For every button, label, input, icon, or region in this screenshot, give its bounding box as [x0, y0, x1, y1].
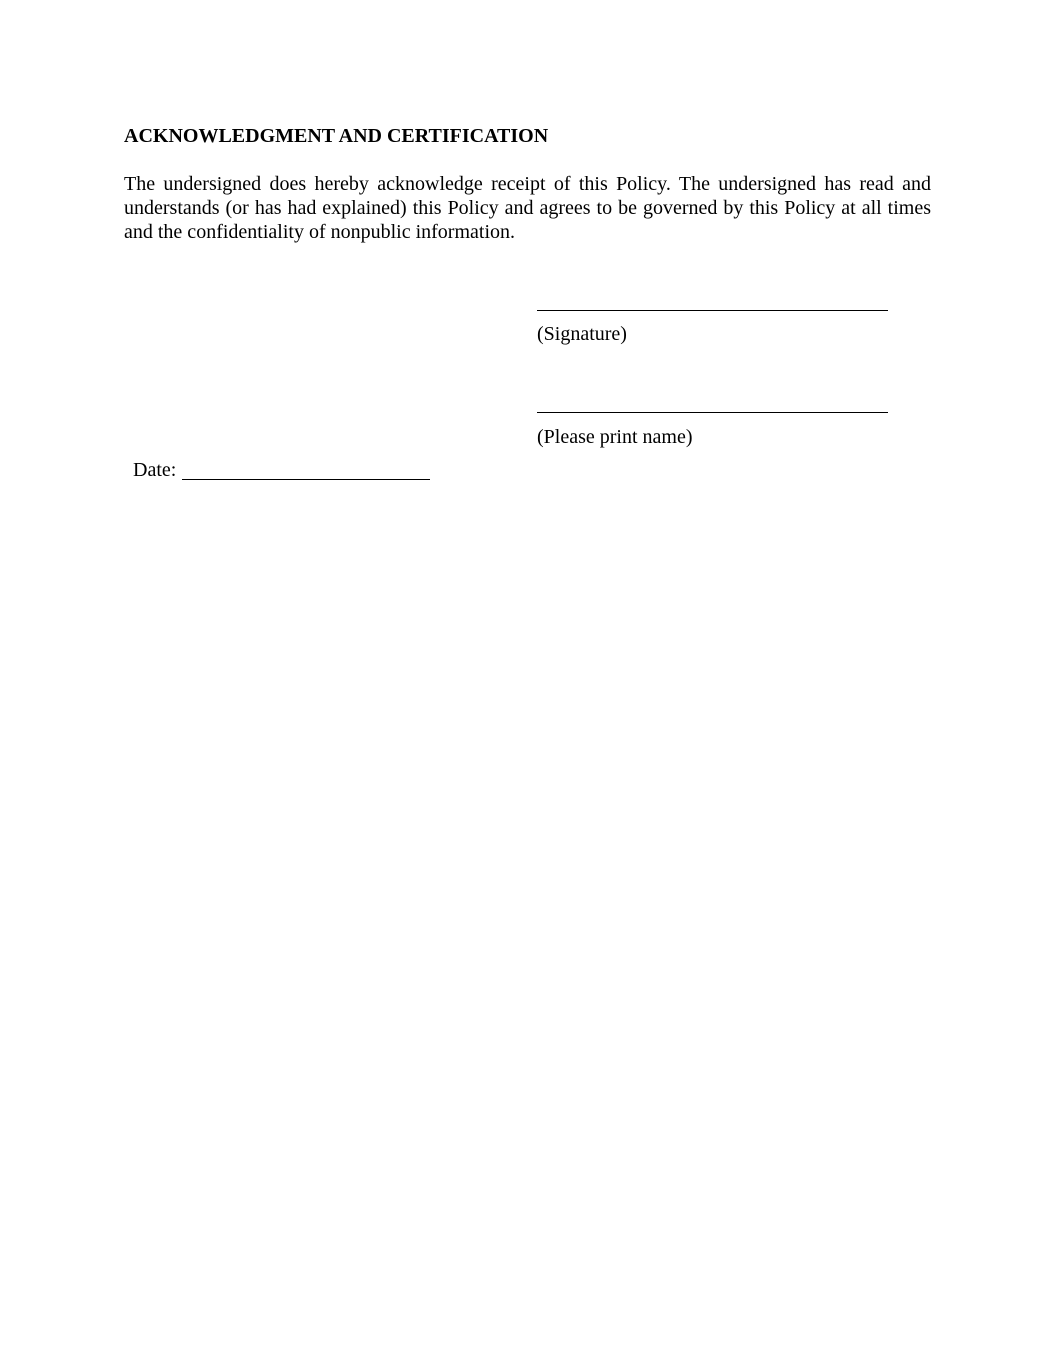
print-name-line[interactable] [537, 412, 888, 413]
signature-line[interactable] [537, 310, 888, 311]
date-field [133, 458, 430, 482]
date-line[interactable] [182, 479, 430, 480]
date-label: Date: [133, 459, 177, 481]
acknowledgment-paragraph: The undersigned does hereby acknowledge receipt of this Policy. The undersigned has read and understands (or has had explained) this Policy and agrees to be governed by this Policy at all times and the confidentiality of nonpublic information. [124, 173, 931, 243]
print-name-caption: (Please print name) [537, 426, 693, 448]
page-title: ACKNOWLEDGMENT AND CERTIFICATION [124, 125, 549, 147]
signature-caption: (Signature) [537, 323, 627, 345]
